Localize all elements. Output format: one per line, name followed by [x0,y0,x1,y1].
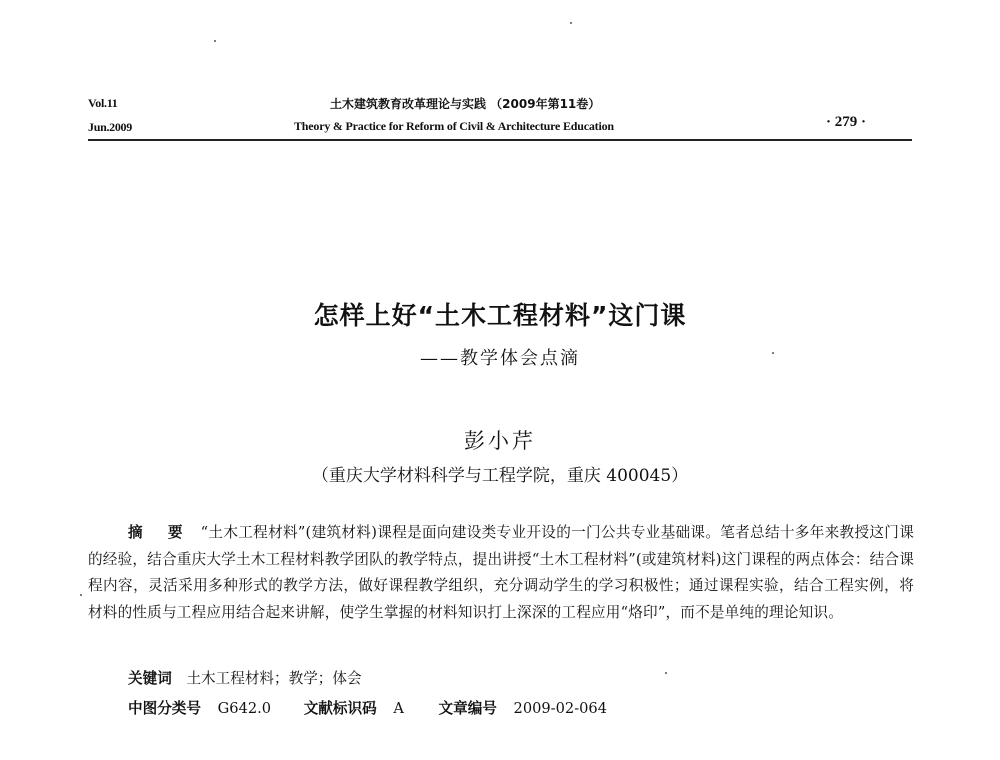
volume-label: Vol.11 [88,96,118,110]
abstract-text: “土木工程材料”(建筑材料)课程是面向建设类专业开设的一门公共专业基础课。笔者总结十多年来教授这门课的经验，结合重庆大学土木工程材料教学团队的教学特点，提出讲授“土木工程材料”(或建筑材料)这门课程的两点体会：结合课程内容，灵活采用多种形式的教学方法，做好课程教学组织，充分调动学生的学习积极性；通过课程实验，结合工程实例，将材料的性质与工程应用结合起来讲解，使学生掌握的材料知识打上深深的工程应用“烙印”，而不是单纯的理论知识。 [88,524,914,621]
scan-speck [665,672,667,674]
article-no-label: 文章编号 [438,700,497,717]
abstract-label: 摘 要 [128,524,193,541]
keywords-line [128,667,362,688]
article-title: 怎样上好“土木工程材料”这门课 [313,301,687,330]
journal-title-cn: 土木建筑教育改革理论与实践 （2009年第11卷） [330,97,601,111]
issue-date: Jun.2009 [88,120,132,134]
page-number: · 279 · [826,114,867,130]
keywords-label: 关键词 [128,670,172,687]
keywords-value: 土木工程材料；教学；体会 [186,670,362,687]
scan-speck [772,352,774,354]
scan-speck [570,22,572,24]
doc-code-value: A [393,700,404,717]
clc-label: 中图分类号 [128,700,201,717]
clc-value: G642.0 [217,700,272,717]
classification-line [128,697,607,718]
scan-speck [214,40,216,42]
author-affiliation: （重庆大学材料科学与工程学院，重庆 400045） [311,466,689,486]
article-subtitle: ——教学体会点滴 [420,348,580,369]
header-rule [88,139,912,141]
abstract-paragraph [88,520,914,626]
scan-speck [80,594,82,596]
doc-code-label: 文献标识码 [303,700,377,717]
author-name: 彭小芹 [464,429,536,453]
article-no-value: 2009-02-064 [513,700,607,717]
journal-title-en: Theory & Practice for Reform of Civil & Architecture Education [294,119,614,133]
